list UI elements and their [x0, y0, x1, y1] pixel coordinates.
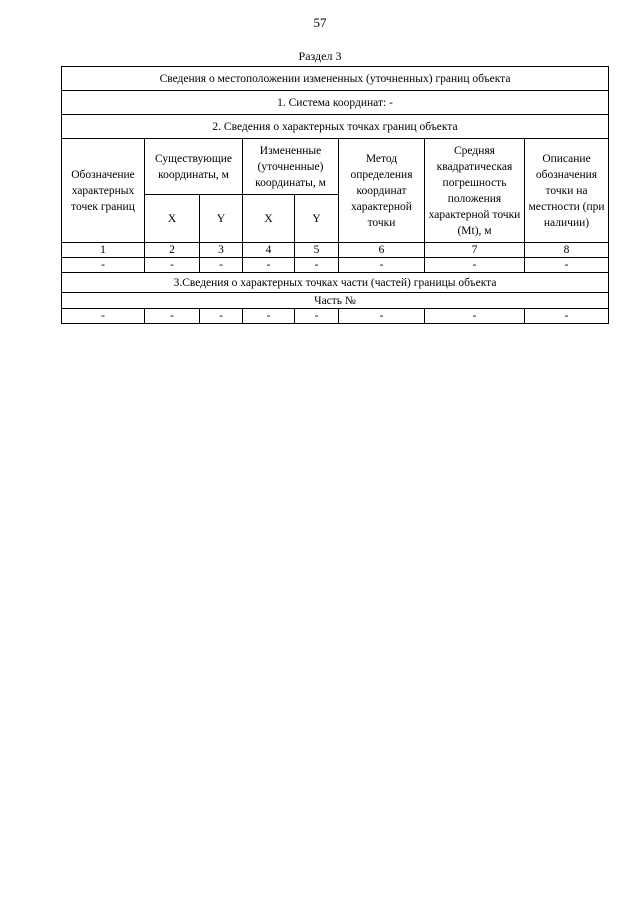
table-title-row	[62, 67, 609, 91]
table-cell: -	[525, 258, 609, 273]
table-cell: -	[425, 258, 525, 273]
header-existing-x: X	[145, 195, 200, 243]
column-number: 7	[425, 243, 525, 258]
table-cell: -	[425, 309, 525, 324]
column-number: 4	[243, 243, 295, 258]
table-cell: -	[145, 258, 200, 273]
header-description: Описание обозначения точки на местности (при наличии)	[525, 139, 609, 243]
table-cell: -	[62, 309, 145, 324]
table-title: Сведения о местоположении измененных (уточненных) границ объекта	[62, 67, 609, 91]
section-label: Раздел 3	[298, 49, 342, 63]
table-row	[62, 309, 609, 324]
table-cell: -	[525, 309, 609, 324]
table-cell: -	[145, 309, 200, 324]
part-number-label: Часть №	[62, 293, 609, 309]
column-number: 2	[145, 243, 200, 258]
table-cell: -	[295, 258, 339, 273]
header-row	[62, 139, 609, 195]
column-number: 5	[295, 243, 339, 258]
table-cell: -	[62, 258, 145, 273]
table-cell: -	[200, 258, 243, 273]
table-cell: -	[339, 309, 425, 324]
table-cell: -	[339, 258, 425, 273]
characteristic-points-row	[62, 115, 609, 139]
part-points-heading: 3.Сведения о характерных точках части (частей) границы объекта	[62, 273, 609, 293]
column-number-row	[62, 243, 609, 258]
part-points-row	[62, 273, 609, 293]
page-number: 57	[313, 15, 327, 30]
header-existing-y: Y	[200, 195, 243, 243]
header-changed-y: Y	[295, 195, 339, 243]
column-number: 3	[200, 243, 243, 258]
header-changed-coordinates: Измененные (уточненные) координаты, м	[243, 139, 339, 195]
table-row	[62, 258, 609, 273]
coordinate-system-row	[62, 91, 609, 115]
table-cell: -	[243, 309, 295, 324]
coordinate-system: 1. Система координат: -	[62, 91, 609, 115]
header-method: Метод определения координат характерной точки	[339, 139, 425, 243]
column-number: 8	[525, 243, 609, 258]
header-mean-error: Средняя квадратическая погрешность положения характерной точки (Mt), м	[425, 139, 525, 243]
column-number: 6	[339, 243, 425, 258]
header-designation: Обозначение характерных точек границ	[62, 139, 145, 243]
table-cell: -	[243, 258, 295, 273]
table-cell: -	[200, 309, 243, 324]
part-number-row	[62, 293, 609, 309]
column-number: 1	[62, 243, 145, 258]
table-cell: -	[295, 309, 339, 324]
boundary-table	[61, 66, 609, 324]
header-changed-x: X	[243, 195, 295, 243]
characteristic-points-heading: 2. Сведения о характерных точках границ объекта	[62, 115, 609, 139]
header-existing-coordinates: Существующие координаты, м	[145, 139, 243, 195]
